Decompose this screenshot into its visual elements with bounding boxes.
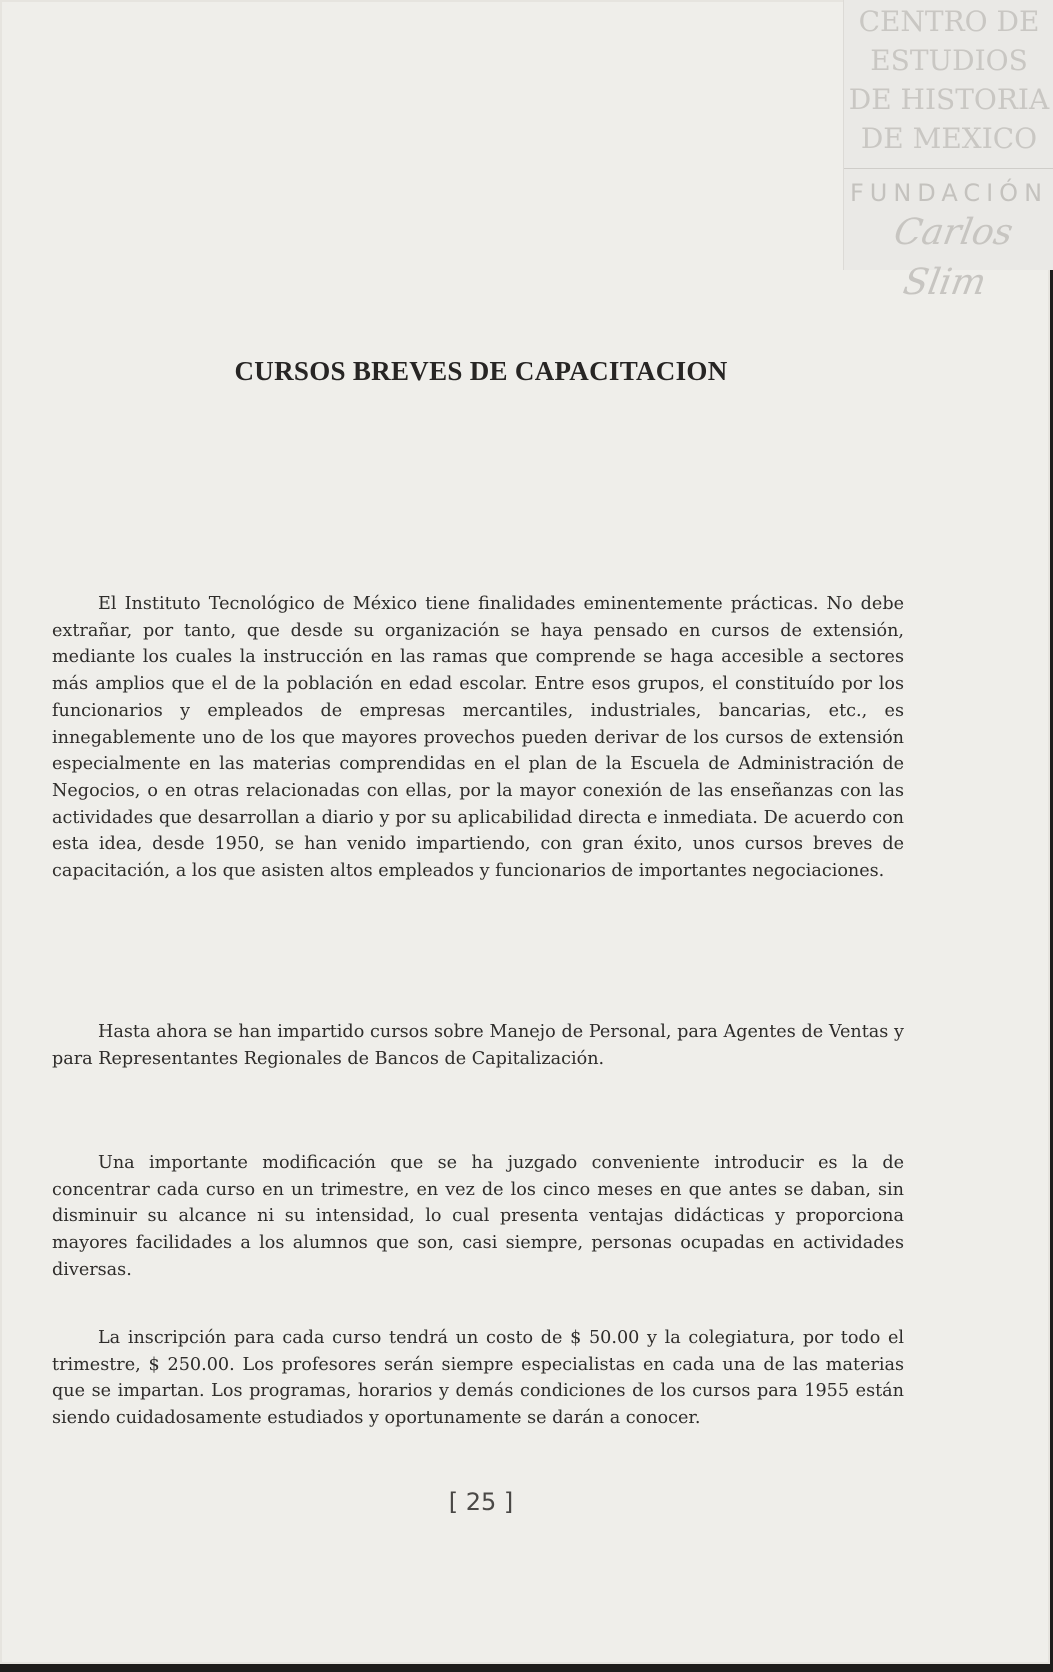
page-title: CURSOS BREVES DE CAPACITACION — [234, 356, 728, 387]
paragraph-fees: La inscripción para cada curso tendrá un costo de $ 50.00 y la colegiatura, por todo el trimestre, $ 250.00. Los profesores serán siempre especialistas en cada una de las materias que se impartan. Los programas, horarios y demás condiciones de los cursos para 1955 están siendo cuidadosamente estudiados y oportunamente se darán a conocer. — [52, 1328, 904, 1429]
paragraph-courses: Hasta ahora se han impartido cursos sobre Manejo de Personal, para Agentes de Ventas y para Representantes Regionales de Bancos de Capitalización. — [52, 1022, 904, 1069]
paragraph-intro: El Instituto Tecnológico de México tiene finalidades eminentemente prácticas. No debe extrañar, por tanto, que desde su organización se haya pensado en cursos de extensión, mediante los cuales la instrucción en las ramas que comprende se haga accesible a sectores más amplios que el de la población en edad escolar. Entre esos grupos, el constituído por los funcionarios y empleados de empresas mercantiles, industriales, bancarias, etc., es innegablemente uno de los que mayores provechos pueden derivar de los cursos de extensión especialmente en las materias comprendidas en el plan de la Escuela de Administración de Negocios, o en otras relacionadas con ellas, por la mayor conexión de las enseñanzas con las actividades que desarrollan a diario y por su aplicabilidad directa e inmediata. De acuerdo con esta idea, desde 1950, se han venido impartiendo, con gran éxito, unos cursos breves de capacitación, a los que asisten altos empleados y funcionarios de importantes negociaciones. — [52, 594, 904, 882]
watermark-line: CENTRO DE — [858, 5, 1040, 38]
archive-watermark — [843, 0, 1053, 303]
watermark-divider — [844, 168, 1053, 169]
page-number: [ 25 ] — [448, 1488, 514, 1516]
watermark-foundation: FUNDACIÓN — [849, 179, 1049, 207]
watermark-line: DE HISTORIA — [848, 83, 1050, 116]
watermark-signature: Carlos Slim — [890, 212, 1017, 303]
watermark-line: DE MEXICO — [860, 122, 1038, 155]
paragraph-modification: Una importante modificación que se ha juzgado conveniente introducir es la de concentrar cada curso en un trimestre, en vez de los cinco meses en que antes se daban, sin disminuir su alcance ni su intensidad, lo cual presenta ventajas didácticas y proporciona mayores facilidades a los alumnos que son, casi siempre, personas ocupadas en actividades diversas. — [52, 1153, 904, 1280]
watermark-line: ESTUDIOS — [870, 44, 1028, 77]
